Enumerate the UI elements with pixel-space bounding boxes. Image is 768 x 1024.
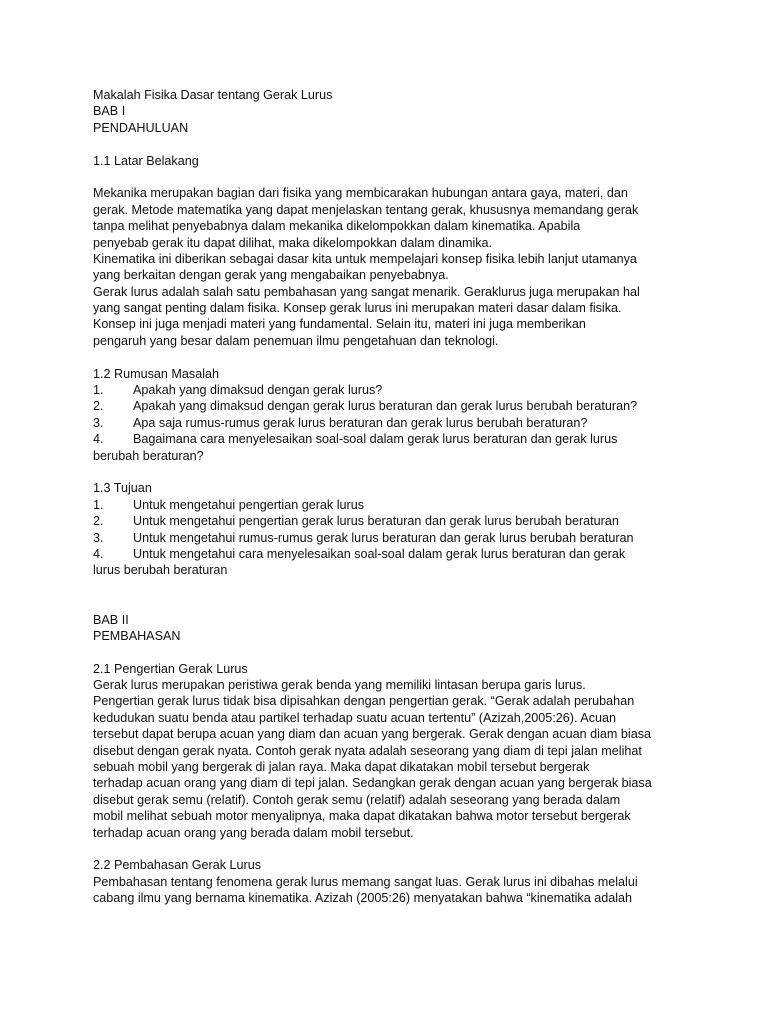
- list-text: Apa saja rumus-rumus gerak lurus beraturan dan gerak lurus berubah beraturan?: [133, 415, 588, 430]
- section-heading-tujuan: 1.3 Tujuan: [93, 481, 152, 496]
- section-heading-pengertian-gerak-lurus: 2.1 Pengertian Gerak Lurus: [93, 661, 248, 676]
- document-page: [93, 87, 693, 907]
- chapter-label: BAB I: [93, 104, 126, 119]
- list-text: Untuk mengetahui rumus-rumus gerak lurus beraturan dan gerak lurus berubah beraturan: [133, 530, 634, 545]
- chapter-title: PEMBAHASAN: [93, 628, 181, 643]
- paragraph-line: tanpa melihat penyebabnya dalam mekanika dikelompokkan dalam kinematika. Apabila: [93, 219, 581, 234]
- paragraph-line: sebuah mobil yang bergerak di jalan raya. Maka dapat dikatakan mobil tersebut bergerak: [93, 760, 590, 775]
- section-heading-latar-belakang: 1.1 Latar Belakang: [93, 153, 199, 168]
- document-title: Makalah Fisika Dasar tentang Gerak Lurus: [93, 88, 333, 102]
- paragraph-line: gerak. Metode matematika yang dapat menjelaskan tentang gerak, khususnya memandang gerak: [93, 202, 639, 217]
- list-text: Untuk mengetahui cara menyelesaikan soal-soal dalam gerak lurus beraturan dan gerak: [133, 546, 626, 561]
- paragraph-line: penyebab gerak itu dapat dilihat, maka dikelompokkan dalam dinamika.: [93, 235, 493, 250]
- list-text: Untuk mengetahui pengertian gerak lurus: [133, 497, 365, 512]
- list-item: [93, 398, 693, 414]
- section-heading-pembahasan-gerak-lurus: 2.2 Pembahasan Gerak Lurus: [93, 858, 262, 873]
- list-text: Untuk mengetahui pengertian gerak lurus beraturan dan gerak lurus berubah beraturan: [133, 514, 619, 529]
- list-item: [93, 513, 693, 529]
- list-number: 1.: [93, 497, 104, 512]
- paragraph-line: cabang ilmu yang bernama kinematika. Azizah (2005:26) menyatakan bahwa “kinematika adalah: [93, 891, 633, 906]
- list-number: 4.: [93, 546, 104, 561]
- paragraph-line: yang sangat penting dalam fisika. Konsep gerak lurus ini merupakan materi dasar dalam fisika.: [93, 301, 622, 316]
- list-number: 2.: [93, 514, 104, 529]
- list-text: Apakah yang dimaksud dengan gerak lurus beraturan dan gerak lurus berubah beraturan?: [133, 399, 638, 414]
- list-number: 3.: [93, 415, 104, 430]
- list-text: Apakah yang dimaksud dengan gerak lurus?: [133, 383, 383, 398]
- paragraph-line: Pembahasan tentang fenomena gerak lurus memang sangat luas. Gerak lurus ini dibahas melalui: [93, 874, 638, 889]
- paragraph-line: tersebut dapat berupa acuan yang diam dan acuan yang bergerak. Gerak dengan acuan diam biasa: [93, 727, 652, 742]
- paragraph-line: Gerak lurus adalah salah satu pembahasan yang sangat menarik. Geraklurus juga merupakan hal: [93, 284, 640, 299]
- paragraph-line: Mekanika merupakan bagian dari fisika yang membicarakan hubungan antara gaya, materi, dan: [93, 186, 628, 201]
- paragraph-line: yang berkaitan dengan gerak yang mengabaikan penyebabnya.: [93, 268, 449, 283]
- chapter-title: PENDAHULUAN: [93, 120, 189, 135]
- list-item: [93, 382, 693, 398]
- list-number: 1.: [93, 383, 104, 398]
- list-number: 3.: [93, 530, 104, 545]
- paragraph-line: disebut gerak semu (relatif). Contoh gerak semu (relatif) adalah seseorang yang berada dalam: [93, 792, 621, 807]
- paragraph-line: kedudukan suatu benda atau partikel terhadap suatu acuan tertentu” (Azizah,2005:26). Acuan: [93, 710, 617, 725]
- chapter-label: BAB II: [93, 612, 129, 627]
- list-item-continuation: lurus berubah beraturan: [93, 563, 228, 578]
- list-item: [93, 530, 693, 546]
- list-item: [93, 497, 693, 513]
- paragraph-line: pengaruh yang besar dalam penemuan ilmu pengetahuan dan teknologi.: [93, 333, 499, 348]
- list-item-continuation: berubah beraturan?: [93, 448, 204, 463]
- paragraph-line: terhadap acuan orang yang diam di tepi jalan. Sedangkan gerak dengan acuan yang bergerak biasa: [93, 776, 652, 791]
- paragraph-line: terhadap acuan orang yang berada dalam mobil tersebut.: [93, 825, 414, 840]
- paragraph-line: mobil melihat sebuah motor menyalipnya, maka dapat dikatakan bahwa motor tersebut bergerak: [93, 809, 631, 824]
- list-item: [93, 546, 693, 562]
- list-text: Bagaimana cara menyelesaikan soal-soal dalam gerak lurus beraturan dan gerak lurus: [133, 432, 618, 447]
- paragraph-line: Konsep ini juga menjadi materi yang fundamental. Selain itu, materi ini juga memberikan: [93, 317, 586, 332]
- section-heading-rumusan-masalah: 1.2 Rumusan Masalah: [93, 366, 220, 381]
- list-item: [93, 431, 693, 447]
- list-number: 4.: [93, 432, 104, 447]
- paragraph-line: Gerak lurus merupakan peristiwa gerak benda yang memiliki lintasan berupa garis lurus.: [93, 678, 586, 693]
- list-item: [93, 415, 693, 431]
- list-number: 2.: [93, 399, 104, 414]
- paragraph-line: disebut dengan gerak nyata. Contoh gerak nyata adalah seseorang yang diam di tepi jalan melihat: [93, 743, 642, 758]
- paragraph-line: Kinematika ini diberikan sebagai dasar kita untuk mempelajari konsep fisika lebih lanjut utamanya: [93, 251, 637, 266]
- paragraph-line: Pengertian gerak lurus tidak bisa dipisahkan dengan pengertian gerak. “Gerak adalah perubahan: [93, 694, 635, 709]
